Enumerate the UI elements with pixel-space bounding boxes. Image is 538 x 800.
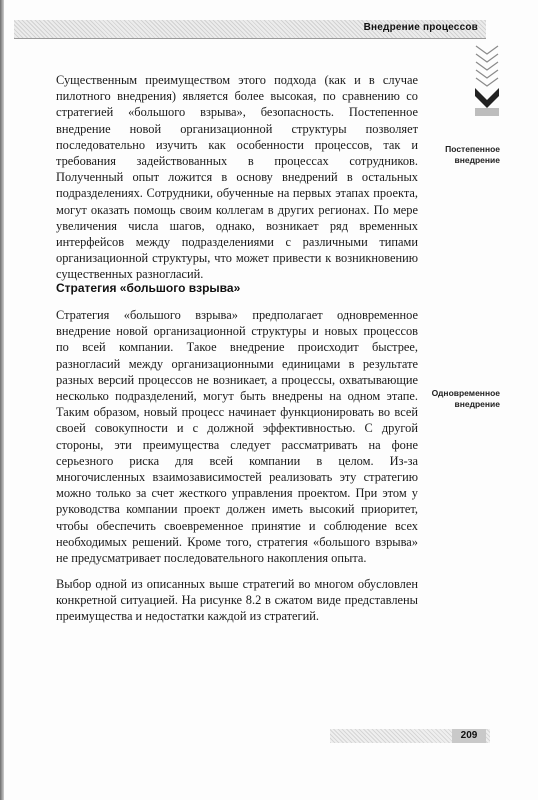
body-paragraph — [56, 307, 418, 566]
margin-note: Одновременное внедрение — [431, 388, 500, 409]
paragraph-text: Стратегия «большого взрыва» предполагает одновременное внедрение новой организационной структуры и новых процессов по всей компании. Такое внедрение происходит быстрее, разногласий между организационными единицами в результате разных версий процессов не возникает, а процессы, охватывающие несколько подразделений, могут быть внедрены на одном этапе. Таким образом, новый процесс начинает функционировать во всей своей совокупности и с должной эффективностью. С другой стороны, эти преимущества следует рассматривать на фоне серьезного риска для всей компании в целом. Из-за многочисленных взаимозависимостей реализовать эту стратегию можно только за счет жесткого управления проектом. При этом у руководства компании проект должен иметь высокий приоритет, чтобы обеспечить своевременное принятие и соблюдение всех необходимых решений. Кроме того, стратегия «большого взрыва» не предусматривает последовательного накопления опыта. — [56, 308, 418, 566]
body-paragraph — [56, 576, 418, 625]
page-number: 209 — [452, 729, 486, 743]
margin-note: Постепенное внедрение — [445, 144, 500, 165]
section-heading: Стратегия «большого взрыва» — [56, 281, 241, 295]
chevron-down-icon — [472, 20, 502, 120]
page-edge-shadow — [0, 0, 4, 800]
body-paragraph — [56, 72, 418, 283]
paragraph-text: Существенным преимуществом этого подхода (как и в случае пилотного внедрения) является более высокая, по сравнению со стратегией «большого взрыва», безопасность. Постепенное внедрение новой организационной структуры позволяет последовательно изучить как особенности процессов, так и требования задействованных в процессах сотрудников. Полученный опыт ложится в основу внедрений в остальных подразделениях. Сотрудники, обученные на первых этапах проекта, могут оказать помощь своим коллегам в других регионах. По мере увеличения числа шагов, однако, возникает ряд временных интерфейсов между подразделениями с различными типами организационной структуры, что может привести к возникновению существенных разногласий. — [56, 73, 418, 282]
paragraph-text: Выбор одной из описанных выше стратегий во многом обусловлен конкретной ситуацией. На рисунке 8.2 в сжатом виде представлены преимущества и недостатки каждой из стратегий. — [56, 577, 418, 624]
running-title: Внедрение процессов — [363, 22, 478, 33]
